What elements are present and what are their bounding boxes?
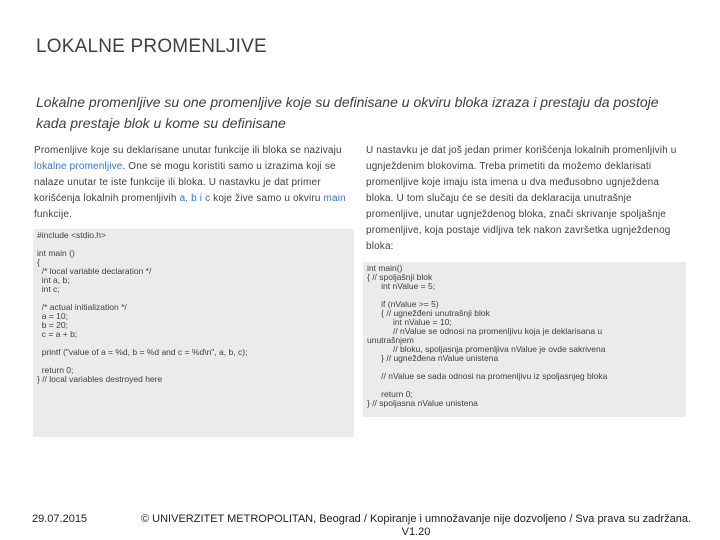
code-line: if (nValue >= 5) (367, 299, 439, 309)
code-line: int c; (37, 284, 60, 294)
footer-date: 29.07.2015 (32, 513, 88, 525)
footer-version: V1.20 (401, 526, 431, 538)
code-line: return 0; (37, 365, 74, 375)
code-line: unutrašnjem (367, 335, 414, 345)
code-line: } // ugnežđena nValue unistena (367, 353, 499, 363)
code-line (367, 381, 682, 390)
slide-title: LOKALNE PROMENLJIVE (36, 36, 267, 57)
left-text-part: . One se mogu koristiti samo u izrazima koji se nalaze unutar te iste funkcije ili bloka. U nastavku je dat primer korišćenja lokalnih promenljivih (34, 161, 336, 204)
code-line: int nValue = 5; (367, 281, 436, 291)
right-description: U nastavku je dat još jedan primer korišćenja lokalnih promenljivih u ugnježdenim blokovima. Treba primetiti da možemo deklarisati promenljive koje imaju ista imena u dva međusobno ugnježdena bloka. U tom slučaju će se desiti da deklaracija unutrašnje promenljive, unutar ugnježdenog bloka, znači skrivanje spoljašnje promenljive, koja postaje vidljiva tek nakon završetka ugnježdenog bloka: (366, 145, 677, 252)
code-line: b = 20; (37, 320, 68, 330)
code-line: { // spoljašnji blok (367, 272, 433, 282)
footer-copyright-line1: © UNIVERZITET METROPOLITAN, Beograd / Kopiranje i umnožavanje nije dozvoljeno / Sva prava su zadržana. (141, 513, 691, 525)
left-description (34, 143, 346, 223)
code-line: int a, b; (37, 275, 70, 285)
code-line: return 0; (367, 389, 413, 399)
code-line: { // ugnežđeni unutrašnji blok (367, 308, 490, 318)
code-line: } // spoljasna nValue unistena (367, 398, 478, 408)
code-line: // bloku, spoljasnja promenljiva nValue je ovde sakrivena (367, 344, 606, 354)
left-text-highlight: a, b i c (179, 193, 211, 204)
left-text-part: funkcije. (34, 209, 73, 220)
code-line: { (37, 257, 40, 267)
left-text-part: Promenljive koje su deklarisane unutar funkcije ili bloka se nazivaju (34, 145, 342, 156)
code-line: /* actual initialization */ (37, 302, 127, 312)
right-code-block (363, 262, 686, 417)
code-line: a = 10; (37, 311, 68, 321)
code-line: int main () (37, 248, 75, 258)
code-line: // nValue se sada odnosi na promenljivu iz spoljasnjeg bloka (367, 371, 608, 381)
code-line: #include <stdio.h> (37, 230, 106, 240)
code-line: int main() (367, 263, 403, 273)
code-line: int nValue = 10; (367, 317, 452, 327)
left-text-part: koje žive samo u okviru (210, 193, 324, 204)
code-line: printf ("value of a = %d, b = %d and c = %d\n", a, b, c); (37, 347, 248, 357)
footer-copyright (140, 513, 692, 539)
left-text-highlight: lokalne promenljive (34, 161, 123, 172)
code-line: c = a + b; (37, 329, 78, 339)
left-text-highlight: main (323, 193, 346, 204)
code-line (37, 240, 350, 249)
code-line: // nValue se odnosi na promenljivu koja je deklarisana u (367, 326, 603, 336)
code-line: } // local variables destroyed here (37, 374, 163, 384)
code-line (37, 357, 350, 366)
code-line: /* local variable declaration */ (37, 266, 152, 276)
slide-intro: Lokalne promenljive su one promenljive koje su definisane u okviru bloka izraza i prestaju da postoje kada prestaje blok u kome su definisane (36, 94, 659, 131)
left-code-block (33, 229, 354, 437)
